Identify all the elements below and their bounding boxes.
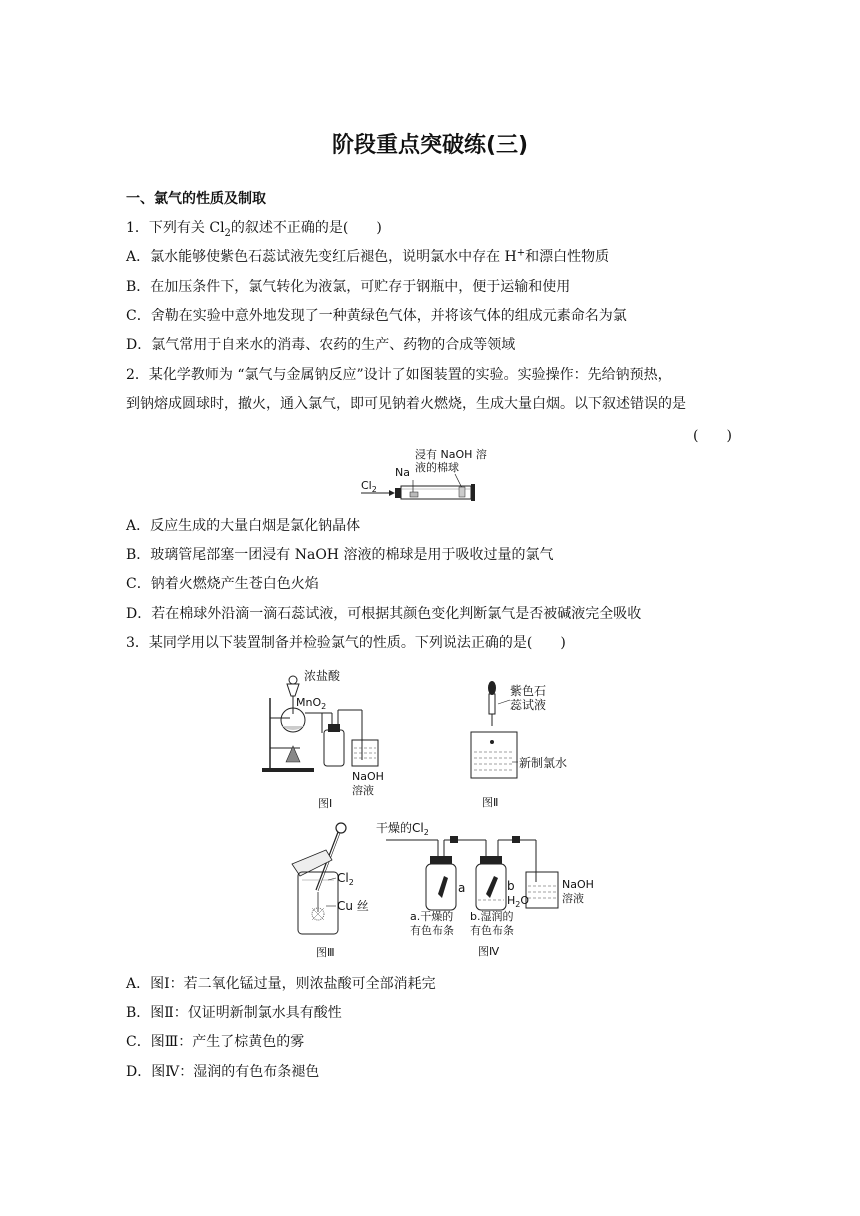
q1-option-d: D．氯气常用于自来水的消毒、农药的生产、药物的合成等领域 [126, 337, 516, 353]
svg-text:干燥的Cl2: 干燥的$Cl_2$ [376, 821, 429, 837]
svg-text:液的棉球: 液的棉球 [415, 461, 459, 474]
q3-figure-1 [260, 668, 400, 810]
svg-text:新制氯水: 新制氯水 [519, 756, 568, 770]
q1-stem: 1．下列有关 $Cl_2$的叙述不正确的是( ) [126, 220, 382, 239]
q1-option-c: C．舍勒在实验中意外地发现了一种黄绿色气体，并将该气体的组成元素命名为氯 [126, 308, 627, 324]
svg-text:b: b [507, 879, 515, 893]
section-heading: 一、氯气的性质及制取 [126, 191, 266, 207]
q2-apparatus-figure [355, 444, 515, 506]
q2-stem-line2: 到钠熔成圆球时，撤火，通入氯气，即可见钠着火燃烧，生成大量白烟。以下叙述错误的是 [126, 396, 686, 412]
svg-text:浸有 NaOH 溶: 浸有 NaOH 溶 [415, 448, 487, 461]
svg-text:图Ⅳ: 图Ⅳ [478, 945, 500, 958]
svg-text:浓盐酸: 浓盐酸 [304, 669, 341, 683]
svg-text:溶液: 溶液 [562, 892, 584, 905]
q3-figure-2 [466, 678, 586, 810]
q3-figure-3 [282, 820, 382, 960]
svg-text:Cl2: $Cl_2$ [361, 479, 377, 494]
q2-option-b: B．玻璃管尾部塞一团浸有 NaOH 溶液的棉球是用于吸收过量的氯气 [126, 547, 554, 563]
q2-answer-blank: ( ) [693, 428, 732, 444]
svg-text:a: a [458, 881, 466, 895]
svg-text:图Ⅲ: 图Ⅲ [316, 946, 335, 959]
q2-option-d: D．若在棉球外沿滴一滴石蕊试液，可根据其颜色变化判断氯气是否被碱液完全吸收 [126, 606, 642, 622]
q3-option-c: C．图Ⅲ：产生了棕黄色的雾 [126, 1034, 305, 1050]
q3-option-b: B．图Ⅱ：仅证明新制氯水具有酸性 [126, 1005, 342, 1021]
svg-text:图Ⅱ: 图Ⅱ [482, 796, 499, 809]
q2-option-c: C．钠着火燃烧产生苍白色火焰 [126, 576, 319, 592]
svg-text:有色布条: 有色布条 [470, 924, 514, 937]
svg-text:有色布条: 有色布条 [410, 924, 454, 937]
q3-option-d: D．图Ⅳ：湿润的有色布条褪色 [126, 1064, 320, 1080]
q3-option-a: A．图Ⅰ：若二氧化锰过量，则浓盐酸可全部消耗完 [126, 976, 436, 992]
svg-text:H2O: $H_2O$ [507, 894, 530, 909]
page-title: 阶段重点突破练(三) [331, 133, 529, 158]
q1-option-b: B．在加压条件下，氯气转化为液氯，可贮存于钢瓶中，便于运输和使用 [126, 279, 571, 295]
svg-text:NaOH: NaOH [562, 878, 594, 891]
svg-text:b.湿润的: b.湿润的 [470, 910, 514, 923]
svg-text:Na: Na [395, 466, 410, 479]
svg-text:Cl2: $Cl_2$ [337, 871, 354, 887]
svg-text:紫色石: 紫色石 [510, 684, 547, 698]
svg-text:溶液: 溶液 [352, 784, 374, 797]
q3-figure-4 [374, 816, 610, 960]
svg-text:蕊试液: 蕊试液 [510, 698, 547, 712]
q2-option-a: A．反应生成的大量白烟是氯化钠晶体 [126, 518, 361, 534]
svg-text:MnO2: MnO$_2$ [296, 696, 327, 711]
q2-stem-line1: 2．某化学教师为 “氯气与金属钠反应”设计了如图装置的实验。实验操作：先给钠预热， [126, 367, 672, 383]
svg-text:a.干燥的: a.干燥的 [410, 910, 454, 923]
svg-text:Cu 丝: Cu 丝 [337, 899, 369, 913]
svg-text:NaOH: NaOH [352, 770, 384, 783]
q1-option-a: A．氯水能够使紫色石蕊试液先变红后褪色，说明氯水中存在 H+和漂白性物质 [126, 247, 610, 265]
q3-stem: 3．某同学用以下装置制备并检验氯气的性质。下列说法正确的是( ) [126, 635, 566, 651]
svg-text:图Ⅰ: 图Ⅰ [318, 797, 333, 810]
